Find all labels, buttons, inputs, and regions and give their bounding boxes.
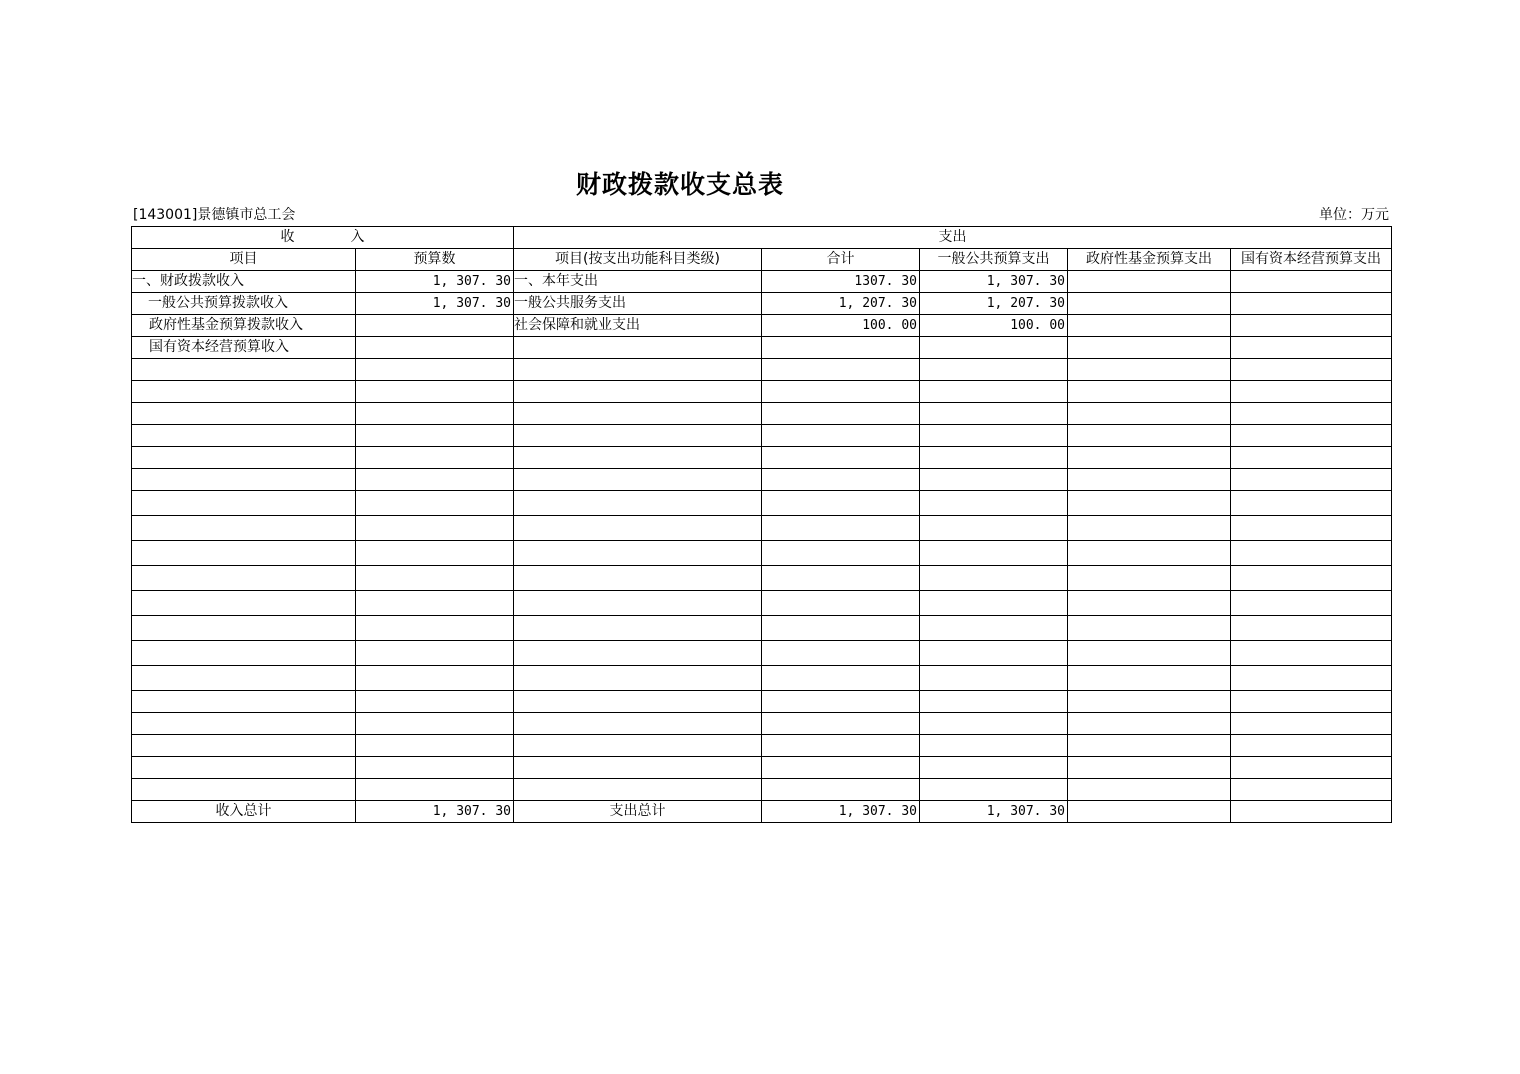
empty-row [132, 616, 1392, 641]
empty-cell [356, 491, 514, 516]
empty-cell [762, 469, 920, 491]
empty-cell [132, 403, 356, 425]
empty-cell [920, 447, 1068, 469]
empty-cell [132, 713, 356, 735]
empty-cell [132, 381, 356, 403]
empty-cell [356, 666, 514, 691]
income-item-cell: 政府性基金预算拨款收入 [132, 315, 356, 337]
empty-cell [514, 425, 762, 447]
empty-cell [1068, 491, 1231, 516]
empty-cell [1231, 469, 1392, 491]
empty-cell [356, 713, 514, 735]
empty-cell [762, 616, 920, 641]
empty-cell [132, 425, 356, 447]
expense-group-header: 支出 [514, 227, 1392, 249]
empty-cell [356, 641, 514, 666]
empty-cell [1231, 541, 1392, 566]
general-public-cell: 1, 207. 30 [920, 293, 1068, 315]
empty-cell [514, 566, 762, 591]
gov-fund-cell [1068, 337, 1231, 359]
empty-cell [1068, 735, 1231, 757]
empty-cell [132, 566, 356, 591]
gov-fund-cell [1068, 315, 1231, 337]
empty-cell [762, 541, 920, 566]
empty-cell [1231, 403, 1392, 425]
empty-cell [1068, 541, 1231, 566]
empty-row [132, 447, 1392, 469]
empty-cell [1068, 359, 1231, 381]
empty-cell [356, 403, 514, 425]
empty-cell [514, 757, 762, 779]
empty-cell [762, 403, 920, 425]
empty-cell [762, 713, 920, 735]
empty-cell [762, 666, 920, 691]
general-public-cell: 100. 00 [920, 315, 1068, 337]
income-item-cell: 一般公共预算拨款收入 [132, 293, 356, 315]
empty-cell [920, 735, 1068, 757]
empty-cell [132, 666, 356, 691]
empty-cell [920, 541, 1068, 566]
empty-row [132, 469, 1392, 491]
empty-cell [1068, 469, 1231, 491]
empty-cell [762, 566, 920, 591]
empty-cell [762, 591, 920, 616]
income-budget-cell [356, 337, 514, 359]
empty-cell [514, 541, 762, 566]
empty-cell [514, 666, 762, 691]
state-capital-cell [1231, 271, 1392, 293]
empty-cell [1231, 381, 1392, 403]
income-group-char-1: 收 [280, 229, 295, 245]
empty-cell [1068, 616, 1231, 641]
empty-row [132, 757, 1392, 779]
general-public-total-value: 1, 307. 30 [920, 801, 1068, 823]
totals-row [132, 801, 1392, 823]
gov-fund-cell [1068, 293, 1231, 315]
empty-cell [762, 359, 920, 381]
empty-cell [132, 779, 356, 801]
empty-row [132, 591, 1392, 616]
col-header-gov-fund: 政府性基金预算支出 [1068, 249, 1231, 271]
empty-cell [356, 516, 514, 541]
empty-cell [1231, 666, 1392, 691]
empty-cell [356, 447, 514, 469]
total-cell [762, 337, 920, 359]
empty-cell [920, 641, 1068, 666]
empty-cell [1068, 591, 1231, 616]
income-group-header [132, 227, 514, 249]
empty-cell [356, 566, 514, 591]
empty-cell [1068, 381, 1231, 403]
empty-row [132, 541, 1392, 566]
empty-cell [356, 779, 514, 801]
general-public-cell: 1, 307. 30 [920, 271, 1068, 293]
empty-cell [762, 381, 920, 403]
empty-cell [356, 735, 514, 757]
empty-cell [132, 591, 356, 616]
empty-cell [762, 735, 920, 757]
empty-row [132, 381, 1392, 403]
gov-fund-total-value [1068, 801, 1231, 823]
empty-cell [132, 447, 356, 469]
income-total-value: 1, 307. 30 [356, 801, 514, 823]
empty-cell [1231, 713, 1392, 735]
empty-cell [920, 691, 1068, 713]
col-header-income-budget: 预算数 [356, 249, 514, 271]
empty-row [132, 641, 1392, 666]
empty-row [132, 735, 1392, 757]
empty-cell [1231, 735, 1392, 757]
income-group-char-2: 入 [350, 229, 365, 245]
state-capital-total-value [1231, 801, 1392, 823]
page-title: 财政拨款收支总表 [575, 170, 784, 199]
income-total-label: 收入总计 [132, 801, 356, 823]
empty-cell [514, 469, 762, 491]
empty-cell [132, 516, 356, 541]
empty-cell [514, 516, 762, 541]
empty-cell [514, 735, 762, 757]
empty-cell [1068, 757, 1231, 779]
empty-cell [132, 616, 356, 641]
organization-label: [143001]景德镇市总工会 [133, 207, 296, 223]
empty-cell [1231, 491, 1392, 516]
empty-row [132, 516, 1392, 541]
empty-cell [762, 491, 920, 516]
empty-cell [356, 541, 514, 566]
empty-cell [356, 381, 514, 403]
total-cell: 1, 207. 30 [762, 293, 920, 315]
col-header-total: 合计 [762, 249, 920, 271]
empty-cell [920, 566, 1068, 591]
empty-cell [1068, 403, 1231, 425]
empty-row [132, 566, 1392, 591]
empty-cell [762, 779, 920, 801]
empty-cell [514, 691, 762, 713]
empty-cell [1231, 566, 1392, 591]
expense-item-cell: 一般公共服务支出 [514, 293, 762, 315]
empty-cell [132, 757, 356, 779]
empty-cell [514, 403, 762, 425]
fiscal-budget-table [131, 226, 1392, 823]
empty-cell [1231, 591, 1392, 616]
empty-cell [762, 641, 920, 666]
empty-cell [132, 469, 356, 491]
empty-cell [132, 491, 356, 516]
col-header-expense-item: 项目(按支出功能科目类级) [514, 249, 762, 271]
empty-cell [920, 469, 1068, 491]
empty-cell [132, 691, 356, 713]
empty-cell [762, 757, 920, 779]
empty-cell [356, 757, 514, 779]
group-header-row [132, 227, 1392, 249]
empty-cell [762, 425, 920, 447]
col-header-state-capital: 国有资本经营预算支出 [1231, 249, 1392, 271]
income-item-cell: 一、财政拨款收入 [132, 271, 356, 293]
empty-cell [356, 591, 514, 616]
empty-cell [356, 425, 514, 447]
empty-cell [920, 591, 1068, 616]
total-cell: 100. 00 [762, 315, 920, 337]
expense-item-cell: 社会保障和就业支出 [514, 315, 762, 337]
empty-cell [1068, 566, 1231, 591]
income-budget-cell: 1, 307. 30 [356, 271, 514, 293]
expense-total-value: 1, 307. 30 [762, 801, 920, 823]
empty-cell [132, 541, 356, 566]
empty-cell [356, 691, 514, 713]
empty-cell [1231, 359, 1392, 381]
empty-cell [1231, 616, 1392, 641]
empty-cell [1231, 447, 1392, 469]
empty-cell [1068, 447, 1231, 469]
empty-cell [1068, 516, 1231, 541]
expense-item-cell [514, 337, 762, 359]
empty-cell [1068, 425, 1231, 447]
empty-cell [1231, 425, 1392, 447]
empty-cell [920, 616, 1068, 641]
empty-cell [514, 591, 762, 616]
empty-cell [762, 516, 920, 541]
empty-cell [762, 691, 920, 713]
empty-cell [920, 757, 1068, 779]
empty-cell [1068, 691, 1231, 713]
empty-cell [920, 516, 1068, 541]
empty-cell [1231, 757, 1392, 779]
empty-cell [514, 491, 762, 516]
table-row [132, 315, 1392, 337]
empty-cell [514, 641, 762, 666]
empty-cell [1231, 516, 1392, 541]
empty-cell [1231, 779, 1392, 801]
total-cell: 1307. 30 [762, 271, 920, 293]
table-row [132, 293, 1392, 315]
empty-cell [1231, 641, 1392, 666]
empty-cell [920, 425, 1068, 447]
empty-row [132, 359, 1392, 381]
empty-cell [1068, 641, 1231, 666]
state-capital-cell [1231, 293, 1392, 315]
empty-cell [356, 359, 514, 381]
empty-cell [132, 735, 356, 757]
empty-cell [920, 666, 1068, 691]
empty-cell [920, 403, 1068, 425]
col-header-income-item: 项目 [132, 249, 356, 271]
empty-row [132, 691, 1392, 713]
empty-cell [1231, 691, 1392, 713]
income-budget-cell: 1, 307. 30 [356, 293, 514, 315]
empty-row [132, 403, 1392, 425]
expense-total-label: 支出总计 [514, 801, 762, 823]
empty-cell [514, 381, 762, 403]
empty-row [132, 779, 1392, 801]
column-header-row [132, 249, 1392, 271]
empty-cell [1068, 779, 1231, 801]
empty-cell [920, 359, 1068, 381]
empty-cell [514, 616, 762, 641]
empty-cell [514, 713, 762, 735]
empty-cell [356, 469, 514, 491]
state-capital-cell [1231, 337, 1392, 359]
empty-row [132, 666, 1392, 691]
empty-cell [920, 713, 1068, 735]
general-public-cell [920, 337, 1068, 359]
empty-cell [132, 641, 356, 666]
income-budget-cell [356, 315, 514, 337]
empty-row [132, 425, 1392, 447]
empty-cell [514, 447, 762, 469]
empty-cell [132, 359, 356, 381]
empty-row [132, 491, 1392, 516]
col-header-general-public: 一般公共预算支出 [920, 249, 1068, 271]
state-capital-cell [1231, 315, 1392, 337]
table-row [132, 337, 1392, 359]
empty-cell [356, 616, 514, 641]
empty-cell [920, 491, 1068, 516]
gov-fund-cell [1068, 271, 1231, 293]
empty-cell [762, 447, 920, 469]
table-row [132, 271, 1392, 293]
income-item-cell: 国有资本经营预算收入 [132, 337, 356, 359]
expense-item-cell: 一、本年支出 [514, 271, 762, 293]
empty-cell [1068, 713, 1231, 735]
empty-cell [920, 381, 1068, 403]
empty-cell [514, 779, 762, 801]
empty-cell [1068, 666, 1231, 691]
unit-label: 单位：万元 [1319, 207, 1389, 223]
empty-cell [514, 359, 762, 381]
empty-cell [920, 779, 1068, 801]
empty-row [132, 713, 1392, 735]
